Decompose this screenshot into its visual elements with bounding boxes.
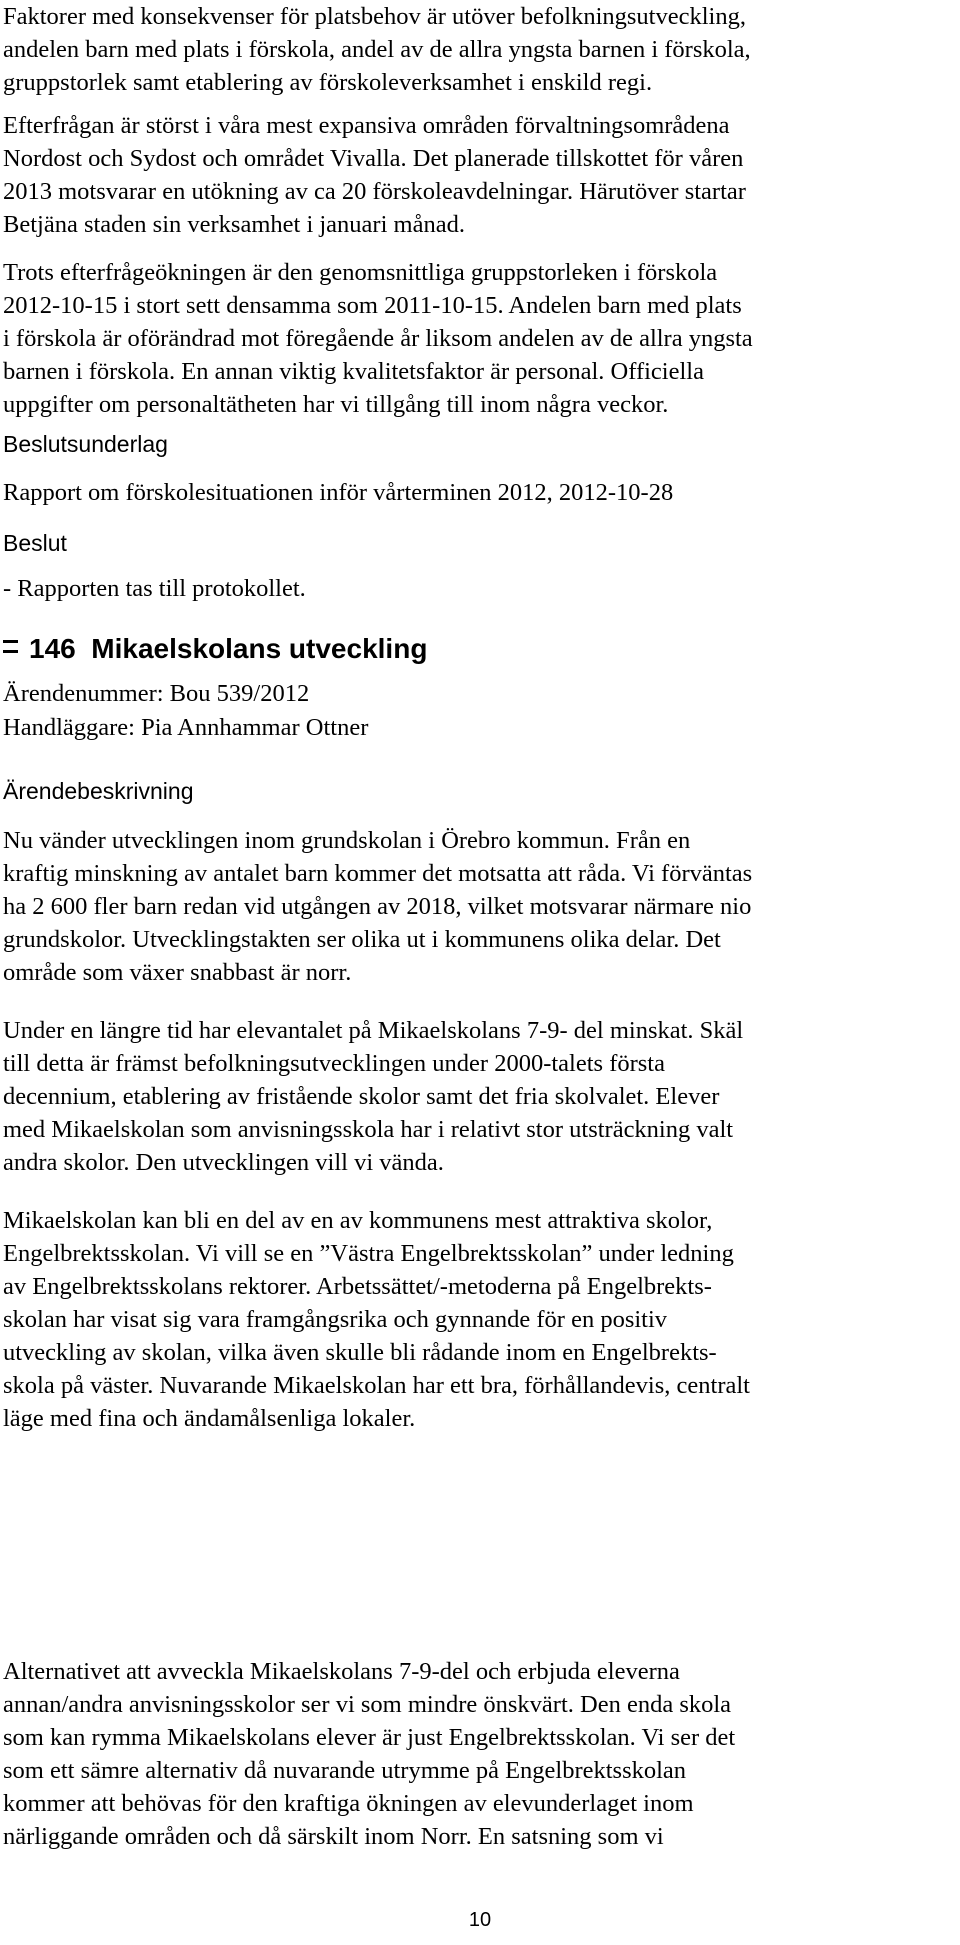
paragraph-alternative [3,1655,735,1853]
text-line: uppgifter om personaltätheten har vi tillgång till inom några veckor. [3,391,669,418]
text-line: Engelbrektsskolan. Vi vill se en ”Västra Engelbrektsskolan” under ledning [3,1240,734,1267]
text-line: Trots efterfrågeökningen är den genomsnittliga gruppstorleken i förskola [3,259,718,286]
heading-arendebeskrivning: Ärendebeskrivning [3,778,194,804]
text-line: 2012-10-15 i stort sett densamma som 2011-10-15. Andelen barn med plats [3,292,742,319]
heading-beslut: Beslut [3,530,67,556]
text-line: med Mikaelskolan som anvisningsskola har i relativt stor utsträckning valt [3,1116,734,1143]
text-line: i förskola är oförändrad mot föregående år liksom andelen av de allra yngsta [3,325,753,352]
text-line: ha 2 600 fler barn redan vid utgången av 2018, vilket motsvarar närmare nio [3,893,752,920]
text-line: Nu vänder utvecklingen inom grundskolan i Örebro kommun. Från en [3,827,691,854]
text-line: som kan rymma Mikaelskolans elever är just Engelbrektsskolan. Vi ser det [3,1724,736,1751]
section-heading [3,630,427,668]
text-line: Faktorer med konsekvenser för platsbehov är utöver befolkningsutveckling, [3,3,746,30]
paragraph-development [3,824,752,989]
text-line: av Engelbrektsskolans rektorer. Arbetssättet/-metoderna på Engelbrekts- [3,1273,712,1300]
text-line: skolan har visat sig vara framgångsrika och gynnande för en positiv [3,1306,668,1333]
text-line: område som växer snabbast är norr. [3,959,352,986]
text-line: 2013 motsvarar en utökning av ca 20 förskoleavdelningar. Härutöver startar [3,178,746,205]
heading-marker-icon [3,640,18,643]
beslutsunderlag-text: Rapport om förskolesituationen inför vårterminen 2012, 2012-10-28 [3,479,674,506]
text-line: kraftig minskning av antalet barn kommer det motsatta att råda. Vi förväntas [3,860,753,887]
handlaggare: Handläggare: Pia Annhammar Ottner [3,714,369,741]
text-line: läge med fina och ändamålsenliga lokaler. [3,1405,416,1432]
text-line: grundskolor. Utvecklingstakten ser olika ut i kommunens olika delar. Det [3,926,721,953]
text-line: till detta är främst befolkningsutvecklingen under 2000-talets första [3,1050,665,1077]
paragraph-demand [3,109,746,241]
paragraph-student-count [3,1014,743,1179]
paragraph-group-size [3,256,753,421]
heading-marker-icon [3,650,18,653]
heading-beslutsunderlag: Beslutsunderlag [3,431,168,457]
text-line: Mikaelskolan kan bli en del av en av kommunens mest attraktiva skolor, [3,1207,713,1234]
text-line: närliggande områden och då särskilt inom Norr. En satsning som vi [3,1823,664,1850]
text-line: gruppstorlek samt etablering av förskoleverksamhet i enskild regi. [3,69,653,96]
text-line: annan/andra anvisningsskolor ser vi som mindre önskvärt. Den enda skola [3,1691,732,1718]
page-number: 10 [468,1909,492,1931]
section-title: Mikaelskolans utveckling [91,633,428,664]
text-line: Betjäna staden sin verksamhet i januari månad. [3,211,465,238]
text-line: andelen barn med plats i förskola, andel av de allra yngsta barnen i förskola, [3,36,751,63]
text-line: andra skolor. Den utvecklingen vill vi vända. [3,1149,444,1176]
text-line: som ett sämre alternativ då nuvarande utrymme på Engelbrektsskolan [3,1757,687,1784]
text-line: skola på väster. Nuvarande Mikaelskolan har ett bra, förhållandevis, centralt [3,1372,750,1399]
paragraph-engelbrekt [3,1204,750,1435]
paragraph-factors [3,0,751,99]
text-line: Alternativet att avveckla Mikaelskolans 7-9-del och erbjuda eleverna [3,1658,680,1685]
arendenummer: Ärendenummer: Bou 539/2012 [3,680,310,707]
text-line: kommer att behövas för den kraftiga ökningen av elevunderlaget inom [3,1790,694,1817]
text-line: Efterfrågan är störst i våra mest expansiva områden förvaltningsområdena [3,112,730,139]
text-line: barnen i förskola. En annan viktig kvalitetsfaktor är personal. Officiella [3,358,704,385]
text-line: Under en längre tid har elevantalet på Mikaelskolans 7-9- del minskat. Skäl [3,1017,744,1044]
text-line: decennium, etablering av fristående skolor samt det fria skolvalet. Elever [3,1083,720,1110]
text-line: utveckling av skolan, vilka även skulle bli rådande inom en Engelbrekts- [3,1339,717,1366]
text-line: Nordost och Sydost och området Vivalla. Det planerade tillskottet för våren [3,145,744,172]
beslut-text: - Rapporten tas till protokollet. [3,575,306,602]
section-number: 146 [29,633,76,664]
